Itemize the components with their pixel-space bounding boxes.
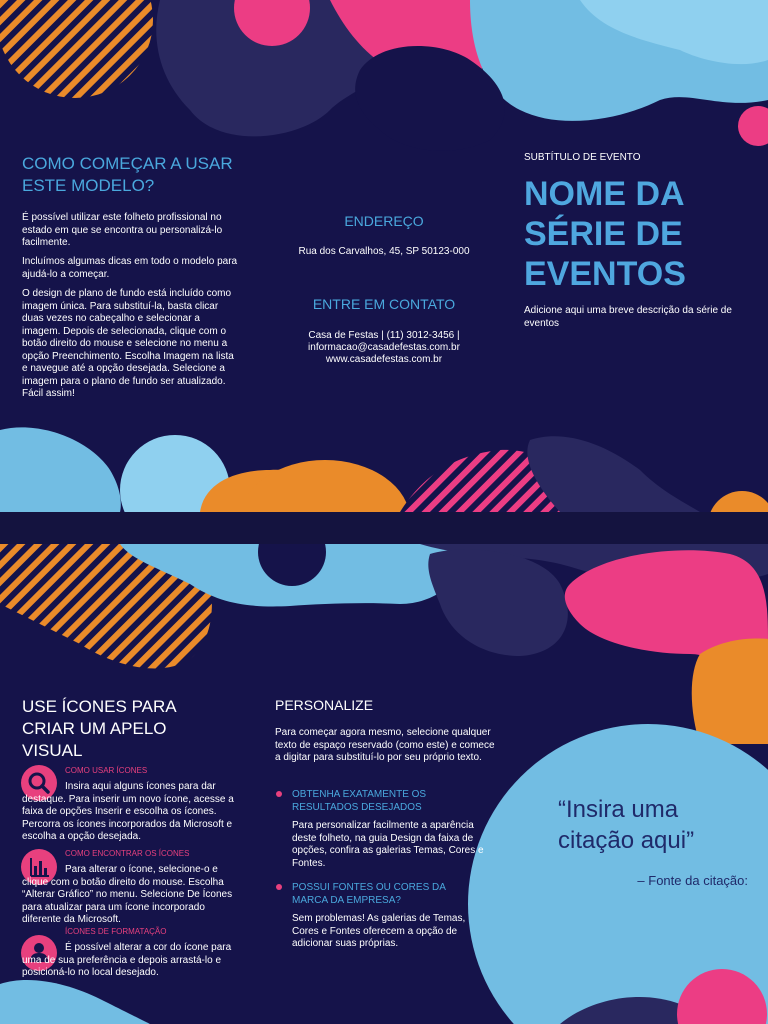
address-heading: ENDEREÇO [344, 213, 424, 229]
contact-website: www.casadefestas.com.br [325, 354, 443, 365]
intro-paragraph-1: É possível utilizar este folheto profissional no estado em que se encontra ou personalizá-lo facilmente. [22, 212, 223, 248]
item-label-2: COMO ENCONTRAR OS ÍCONES [65, 849, 190, 858]
item-text-1: Insira aqui alguns ícones para dar destaque. Para inserir um novo ícone, acesse a faixa de opções Inserir e escolha os ícones. Percorra os ícones incorporados da Microsoft e escolha a opção desejada. [22, 781, 234, 842]
bullet-dot-2 [276, 884, 282, 890]
item-label-1: COMO USAR ÍCONES [65, 766, 148, 775]
address-text: Rua dos Carvalhos, 45, SP 50123-000 [298, 246, 470, 257]
personalize-heading: PERSONALIZE [275, 697, 374, 713]
event-series-title: NOME DA SÉRIE DE EVENTOS [524, 175, 686, 293]
contact-line-1: Casa de Festas | (11) 3012-3456 | [308, 330, 460, 341]
quote-source: – Fonte da citação: [637, 873, 748, 888]
bullet-text-1: Para personalizar facilmente a aparência deste folheto, na guia Design da faixa de opções, confira as galerias Temas, Cores e Fontes. [292, 820, 484, 869]
intro-paragraph-2: Incluímos algumas dicas em todo o modelo para ajudá-lo a começar. [22, 256, 238, 280]
contact-heading: ENTRE EM CONTATO [312, 296, 456, 312]
bullet-text-2: Sem problemas! As galerias de Temas, Cores e Fontes oferecem a opção de adicionar suas próprias. [292, 913, 466, 949]
contact-email: informacao@casadefestas.com.br [308, 342, 460, 353]
bullet-title-2: POSSUI FONTES OU CORES DA MARCA DA EMPRESA? [292, 882, 446, 906]
pull-quote: “Insira uma citação aqui” [558, 796, 695, 854]
bullet-dot-1 [276, 791, 282, 797]
personalize-intro: Para começar agora mesmo, selecione qualquer texto de espaço reservado (como este) e comece a digitar para substituí-lo por seu próprio texto. [275, 727, 495, 763]
event-description: Adicione aqui uma breve descrição da série de eventos [524, 305, 732, 329]
brochure-inside-panel [0, 544, 768, 1024]
item-text-2: Para alterar o ícone, selecione-o e clique com o botão direito do mouse. Escolha “Alterar Gráfico” no menu. Selecione De Ícones para atualizar para um ícone incorporado diferente da Microsoft. [22, 864, 233, 925]
bullet-title-1: OBTENHA EXATAMENTE OS RESULTADOS DESEJADOS [292, 789, 427, 813]
event-subtitle: SUBTÍTULO DE EVENTO [524, 152, 641, 163]
getting-started-heading: COMO COMEÇAR A USAR ESTE MODELO? [22, 154, 233, 195]
icons-heading: USE ÍCONES PARA CRIAR UM APELO VISUAL [22, 697, 176, 760]
item-text-3: É possível alterar a cor do ícone para uma de sua preferência e depois arrastá-lo e posicioná-lo no local desejado. [22, 942, 232, 978]
item-label-3: ÍCONES DE FORMATAÇÃO [65, 927, 167, 936]
intro-paragraph-3: O design de plano de fundo está incluído como imagem única. Para substituí-la, basta clicar duas vezes no cabeçalho e selecionar a imagem. Depois de selecionada, clique com o botão direito do mouse e selecione no menu a opção Preenchimento. Escolha Imagem na lista e navegue até a opção desejada. Selecione a imagem para o plano de fundo ser atualizado. Fácil assim! [22, 288, 234, 399]
